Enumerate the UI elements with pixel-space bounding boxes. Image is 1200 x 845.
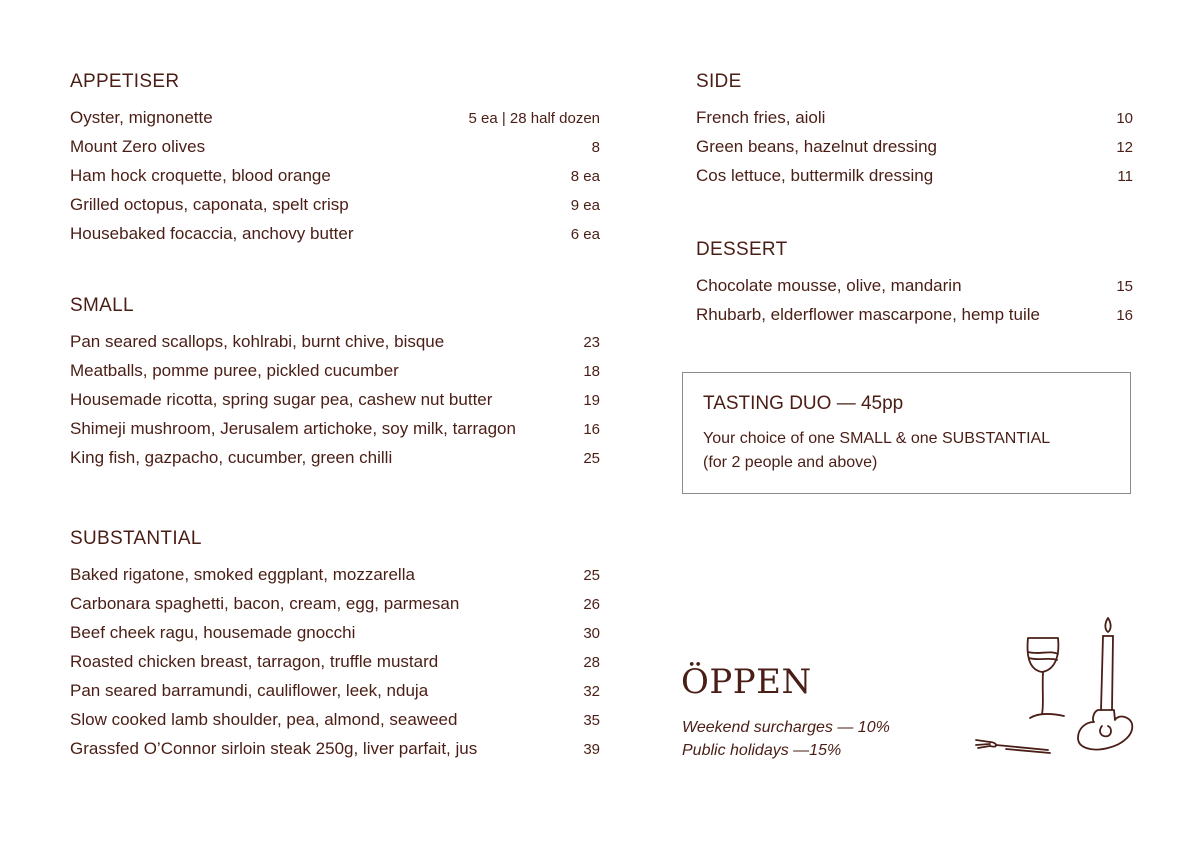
item-price: 28 [583, 654, 600, 671]
item-price: 19 [583, 392, 600, 409]
menu-item [70, 390, 600, 419]
item-price: 39 [583, 741, 600, 758]
item-price: 16 [583, 421, 600, 438]
item-price: 6 ea [570, 226, 600, 243]
item-name: Pan seared scallops, kohlrabi, burnt chive, bisque [70, 332, 445, 351]
appetiser-section [70, 70, 600, 253]
item-name: Grilled octopus, caponata, spelt crisp [70, 195, 349, 214]
item-name: Housemade ricotta, spring sugar pea, cashew nut butter [70, 390, 493, 409]
item-name: King fish, gazpacho, cucumber, green chilli [70, 448, 393, 467]
menu-item [696, 108, 1133, 137]
weekend-surcharge: Weekend surcharges — 10% [682, 719, 890, 736]
item-price: 8 [591, 139, 600, 156]
item-price: 25 [583, 450, 600, 467]
tasting-line-2: (for 2 people and above) [703, 454, 878, 471]
item-price: 8 ea [570, 168, 600, 185]
item-name: Beef cheek ragu, housemade gnocchi [70, 623, 356, 642]
menu-item [70, 166, 600, 195]
item-price: 23 [583, 334, 600, 351]
item-name: Mount Zero olives [70, 137, 206, 156]
menu-item [70, 652, 600, 681]
item-name: Green beans, hazelnut dressing [696, 137, 937, 156]
menu-item [70, 681, 600, 710]
wine-glass-icon [1028, 638, 1064, 718]
menu-item [70, 332, 600, 361]
small-title: SMALL [70, 295, 134, 316]
substantial-section [70, 527, 600, 768]
item-price: 15 [1116, 278, 1133, 295]
item-name: Oyster, mignonette [70, 108, 213, 127]
menu-item [70, 361, 600, 390]
item-name: Shimeji mushroom, Jerusalem artichoke, soy milk, tarragon [70, 419, 516, 438]
item-name: Baked rigatone, smoked eggplant, mozzarella [70, 565, 415, 584]
tasting-description [703, 427, 1110, 475]
item-name: Chocolate mousse, olive, mandarin [696, 276, 962, 295]
brand-logo: ÖPPEN [681, 662, 812, 702]
item-name: Housebaked focaccia, anchovy butter [70, 224, 354, 243]
menu-item [70, 419, 600, 448]
holiday-surcharge: Public holidays —15% [682, 742, 842, 759]
item-price: 12 [1116, 139, 1133, 156]
menu-item [696, 166, 1133, 195]
item-name: Meatballs, pomme puree, pickled cucumber [70, 361, 399, 380]
dessert-section [696, 238, 1133, 334]
item-price: 11 [1117, 168, 1133, 185]
small-section [70, 294, 600, 477]
fork-icon [976, 740, 1050, 753]
substantial-title: SUBSTANTIAL [70, 528, 202, 549]
item-price: 5 ea | 28 half dozen [468, 110, 600, 127]
tasting-title: TASTING DUO — 45pp [703, 393, 904, 414]
menu-item [70, 108, 600, 137]
item-price: 25 [583, 567, 600, 584]
menu-item [70, 623, 600, 652]
menu-item [70, 565, 600, 594]
item-price: 35 [583, 712, 600, 729]
right-column [696, 70, 1133, 334]
menu-item [696, 276, 1133, 305]
item-name: Ham hock croquette, blood orange [70, 166, 331, 185]
side-section [696, 70, 1133, 195]
item-price: 16 [1116, 307, 1133, 324]
menu-item [696, 305, 1133, 334]
item-name: Roasted chicken breast, tarragon, truffle mustard [70, 652, 439, 671]
item-name: Slow cooked lamb shoulder, pea, almond, seaweed [70, 710, 458, 729]
menu-item [70, 448, 600, 477]
menu-item [70, 137, 600, 166]
side-title: SIDE [696, 71, 742, 92]
left-column [70, 70, 600, 768]
tasting-line-1: Your choice of one SMALL & one SUBSTANTIAL [703, 430, 1051, 447]
item-name: Pan seared barramundi, cauliflower, leek, nduja [70, 681, 429, 700]
item-price: 32 [583, 683, 600, 700]
item-price: 30 [583, 625, 600, 642]
tasting-duo-box [682, 372, 1131, 494]
item-price: 18 [583, 363, 600, 380]
menu-item [696, 137, 1133, 166]
item-price: 10 [1116, 110, 1133, 127]
menu-item [70, 594, 600, 623]
dessert-title: DESSERT [696, 239, 788, 260]
table-illustration [968, 610, 1143, 765]
menu-item [70, 739, 600, 768]
menu-item [70, 195, 600, 224]
item-price: 26 [583, 596, 600, 613]
appetiser-title: APPETISER [70, 71, 180, 92]
item-name: Carbonara spaghetti, bacon, cream, egg, parmesan [70, 594, 460, 613]
item-name: Cos lettuce, buttermilk dressing [696, 166, 934, 185]
item-price: 9 ea [570, 197, 600, 214]
item-name: Grassfed O’Connor sirloin steak 250g, liver parfait, jus [70, 739, 478, 758]
candle-icon [1078, 618, 1132, 750]
item-name: French fries, aioli [696, 108, 826, 127]
item-name: Rhubarb, elderflower mascarpone, hemp tuile [696, 305, 1040, 324]
surcharge-notes [682, 716, 890, 762]
menu-item [70, 224, 600, 253]
menu-item [70, 710, 600, 739]
